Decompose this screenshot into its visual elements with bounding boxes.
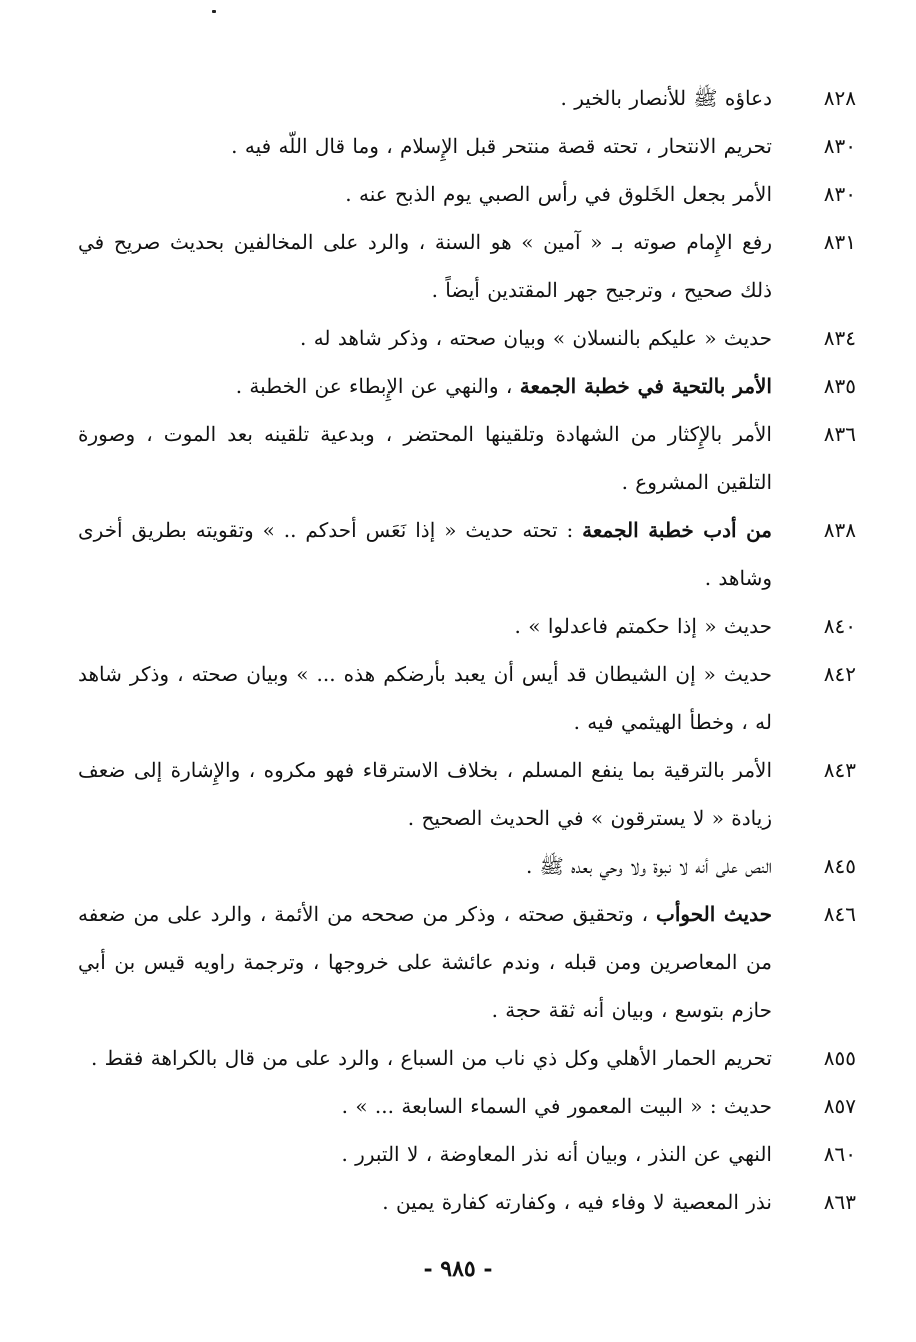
- entry-page-number: ٨٥٥: [823, 1046, 856, 1070]
- index-entry: [78, 74, 856, 122]
- print-speck: [212, 10, 216, 13]
- index-entry: [78, 890, 856, 1034]
- index-entry: [78, 506, 856, 602]
- index-entry: [78, 1082, 856, 1130]
- entry-page-number: ٨٤٢: [823, 662, 856, 686]
- entry-body: ، وتحقيق صحته ، وذكر من صححه من الأئمة ، والرد على من ضعفه من المعاصرين ومن قبله ، وندم عائشة على خروجها ، وترجمة راويه قيس بن أبي حازم بتوسع ، وبيان أنه ثقة حجة .: [78, 902, 772, 1022]
- entry-page-number: ٨٥٧: [823, 1094, 856, 1118]
- entry-text: [78, 170, 772, 218]
- index-entry: [78, 1130, 856, 1178]
- index-entry: [78, 410, 856, 506]
- entry-text: [78, 410, 772, 506]
- entry-body: ، والنهي عن الإِبطاء عن الخطبة .: [235, 374, 520, 398]
- entry-text: [78, 218, 772, 314]
- entry-page-number: ٨٤٣: [823, 758, 856, 782]
- entry-page-number: ٨٣٦: [823, 422, 856, 446]
- entry-body: : تحته حديث « إذا نَعَس أحدكم .. » وتقويته بطريق أخرى وشاهد .: [78, 518, 772, 590]
- entry-text: [78, 1130, 772, 1178]
- entry-page-number: ٨٢٨: [823, 86, 856, 110]
- entry-heading: حديث الحوأب: [656, 902, 772, 926]
- entry-body: دعاؤه ﷺ للأنصار بالخير .: [560, 86, 772, 110]
- entry-page-number: ٨٣٥: [823, 374, 856, 398]
- entry-body: رفع الإِمام صوته بـ « آمين » هو السنة ، والرد على المخالفين بحديث صريح في ذلك صحيح ، وترجيح جهر المقتدين أيضاً .: [78, 230, 772, 302]
- entry-page-number: ٨٦٠: [823, 1142, 856, 1166]
- index-entry: [78, 650, 856, 746]
- entry-text: [78, 74, 772, 122]
- entry-page-number: ٨٣٠: [823, 182, 856, 206]
- entry-body: نذر المعصية لا وفاء فيه ، وكفارته كفارة يمين .: [382, 1190, 772, 1214]
- entry-text: [78, 314, 772, 362]
- entry-text: [78, 746, 772, 842]
- index-entry: [78, 1178, 856, 1226]
- index-entry: [78, 218, 856, 314]
- entry-heading: الأمر بالتحية في خطبة الجمعة: [519, 374, 772, 398]
- entry-text: [78, 890, 772, 1034]
- entry-body: الأمر بالإِكثار من الشهادة وتلقينها المحتضر ، وبدعية تلقينه بعد الموت ، وصورة التلقين المشروع .: [78, 422, 772, 494]
- entry-page-number: ٨٣٨: [823, 518, 856, 542]
- entry-text: [78, 122, 772, 170]
- index-entry: [78, 842, 856, 890]
- entry-body: تحريم الانتحار ، تحته قصة منتحر قبل الإِسلام ، وما قال اللّه فيه .: [231, 134, 772, 158]
- entry-body: حديث « إذا حكمتم فاعدلوا » .: [514, 614, 772, 638]
- entry-page-number: ٨٣٤: [823, 326, 856, 350]
- entry-heading: من أدب خطبة الجمعة: [582, 518, 773, 542]
- entry-body: النص على أنه لا نبوة ولا وحي بعده ﷺ .: [525, 854, 772, 878]
- entry-page-number: ٨٦٣: [823, 1190, 856, 1214]
- entry-body: الأمر بالترقية بما ينفع المسلم ، بخلاف الاسترقاء فهو مكروه ، والإِشارة إلى ضعف زيادة « لا يسترقون » في الحديث الصحيح .: [78, 758, 772, 830]
- index-entry: [78, 170, 856, 218]
- page-number: - ٩٨٥ -: [423, 1256, 493, 1282]
- index-entry: [78, 602, 856, 650]
- entry-body: حديث « إن الشيطان قد أيس أن يعبد بأرضكم هذه ... » وبيان صحته ، وذكر شاهد له ، وخطأ الهيثمي فيه .: [78, 662, 772, 734]
- entry-text: [78, 842, 772, 890]
- entry-text: [78, 650, 772, 746]
- entry-page-number: ٨٣١: [823, 230, 856, 254]
- entry-page-number: ٨٤٥: [823, 854, 856, 878]
- index-entry: [78, 122, 856, 170]
- entry-page-number: ٨٤٠: [823, 614, 856, 638]
- entry-text: [78, 506, 772, 602]
- entry-text: [78, 1082, 772, 1130]
- index-entry: [78, 1034, 856, 1082]
- index-entry: [78, 362, 856, 410]
- entry-body: حديث : « البيت المعمور في السماء السابعة ... » .: [341, 1094, 772, 1118]
- index-entry: [78, 746, 856, 842]
- entry-body: النهي عن النذر ، وبيان أنه نذر المعاوضة ، لا التبرر .: [341, 1142, 772, 1166]
- entry-text: [78, 362, 772, 410]
- index-entries: [78, 74, 856, 1226]
- entry-text: [78, 602, 772, 650]
- entry-text: [78, 1178, 772, 1226]
- entry-text: [78, 1034, 772, 1082]
- entry-body: حديث « عليكم بالنسلان » وبيان صحته ، وذكر شاهد له .: [299, 326, 772, 350]
- entry-page-number: ٨٣٠: [823, 134, 856, 158]
- entry-page-number: ٨٤٦: [823, 902, 856, 926]
- entry-body: الأمر بجعل الخَلوق في رأس الصبي يوم الذبح عنه .: [345, 182, 772, 206]
- entry-body: تحريم الحمار الأهلي وكل ذي ناب من السباع ، والرد على من قال بالكراهة فقط .: [90, 1046, 772, 1070]
- index-entry: [78, 314, 856, 362]
